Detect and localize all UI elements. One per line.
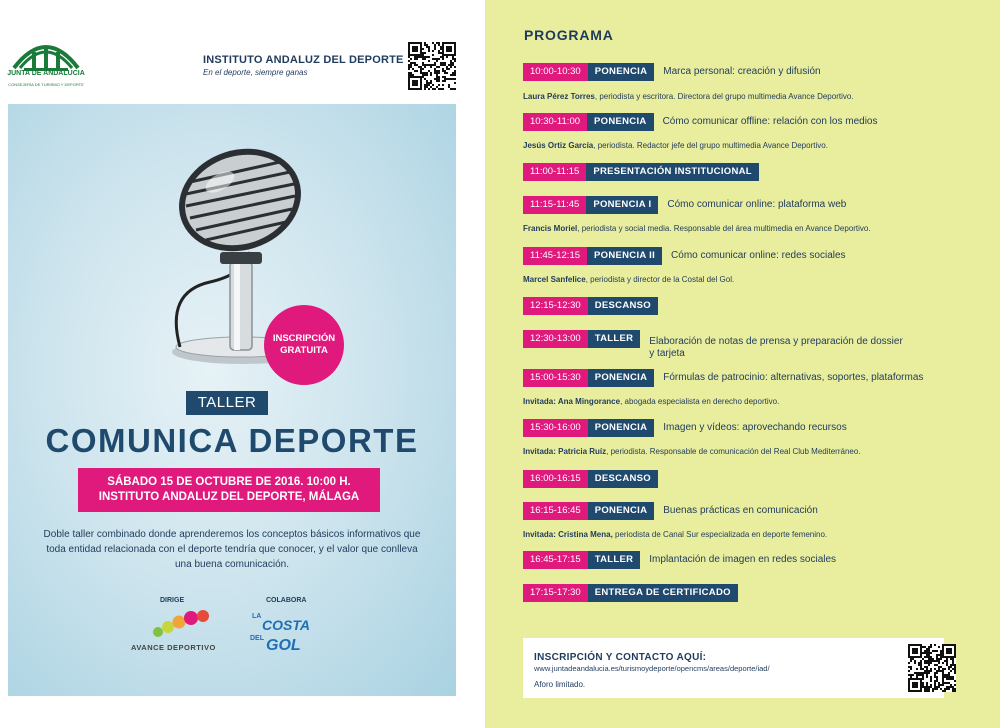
session-speaker (523, 92, 854, 101)
schedule-row (523, 369, 923, 387)
event-description: Doble taller combinado donde aprenderemos los conceptos básicos informativos que toda entidad relacionada con el deporte tendría que conocer, y el valor que conlleva una buena comunicación. (43, 529, 421, 570)
svg-text:COSTA: COSTA (262, 617, 310, 633)
session-speaker (523, 141, 828, 150)
schedule-row (523, 551, 836, 569)
session-speaker (523, 447, 861, 456)
free-registration-badge (264, 305, 344, 385)
avance-deportivo-logo-icon (150, 610, 212, 638)
speaker-name: Francis Moriel (523, 224, 578, 233)
speaker-name: Marcel Sanfelice (523, 275, 586, 284)
session-type: PONENCIA (587, 113, 654, 131)
schedule-row (523, 584, 738, 602)
session-topic: Elaboración de notas de prensa y preparación de dossier y tarjeta (649, 336, 903, 359)
programme-title: PROGRAMA (524, 27, 614, 43)
qr-code-icon[interactable] (408, 42, 456, 90)
schedule-row (523, 196, 846, 214)
schedule-row (523, 113, 877, 131)
speaker-name: Invitada: Patricia Ruíz (523, 447, 607, 456)
session-time: 12:30-13:00 (523, 330, 588, 348)
schedule-row (523, 63, 821, 81)
schedule-row (523, 163, 759, 181)
institute-slogan: En el deporte, siempre ganas (203, 68, 308, 77)
session-speaker (523, 530, 827, 539)
speaker-description: , periodista. Redactor jefe del grupo multimedia Avance Deportivo. (593, 141, 828, 150)
svg-text:LA: LA (252, 613, 262, 620)
schedule-row (523, 470, 658, 488)
programme-page (485, 0, 1000, 728)
schedule-row (523, 419, 847, 437)
event-title: COMUNICA DEPORTE (45, 422, 419, 459)
event-location: INSTITUTO ANDALUZ DEL DEPORTE, MÁLAGA (98, 491, 360, 503)
schedule-row (523, 330, 910, 359)
flyer-front (0, 0, 485, 728)
speaker-description: , periodista y social media. Responsable del área multimedia en Avance Deportivo. (577, 224, 871, 233)
session-time: 10:30-11:00 (523, 113, 587, 131)
session-type: ENTREGA DE CERTIFICADO (588, 584, 738, 602)
schedule-row (523, 502, 818, 520)
session-speaker (523, 397, 779, 406)
badge-line2: GRATUITA (280, 345, 328, 356)
session-time: 16:15-16:45 (523, 502, 588, 520)
speaker-description: , periodista. Responsable de comunicación del Real Club Mediterráneo. (606, 447, 861, 456)
event-date: SÁBADO 15 DE OCTUBRE DE 2016. 10:00 H. (107, 476, 351, 488)
schedule-row (523, 297, 658, 315)
session-type: TALLER (588, 330, 641, 348)
svg-text:DEL: DEL (250, 635, 264, 642)
logo-name: JUNTA DE ANDALUCIA (7, 70, 85, 77)
session-type: PONENCIA II (587, 247, 662, 265)
institute-name: INSTITUTO ANDALUZ DEL DEPORTE (203, 54, 404, 66)
dirige-label: DIRIGE (160, 597, 185, 604)
session-topic: Cómo comunicar online: redes sociales (671, 250, 846, 261)
session-type: PONENCIA (588, 369, 655, 387)
session-time: 10:00-10:30 (523, 63, 588, 81)
contact-title: INSCRIPCIÓN Y CONTACTO AQUÍ: (534, 652, 707, 663)
avance-deportivo-name: AVANCE DEPORTIVO (131, 643, 216, 652)
session-speaker (523, 275, 734, 284)
schedule-row (523, 247, 846, 265)
session-time: 16:45-17:15 (523, 551, 588, 569)
speaker-description: , abogada especialista en derecho deportivo. (620, 397, 780, 406)
session-time: 11:00-11:15 (523, 163, 586, 181)
session-type: PONENCIA I (586, 196, 658, 214)
session-time: 15:30-16:00 (523, 419, 588, 437)
speaker-name: Jesús Ortiz García (523, 141, 594, 150)
speaker-name: Invitada: Ana Mingorance (523, 397, 621, 406)
capacity-note: Aforo limitado. (534, 680, 586, 689)
session-time: 11:15-11:45 (523, 196, 586, 214)
speaker-description: , periodista y escritora. Directora del grupo multimedia Avance Deportivo. (594, 92, 854, 101)
speaker-name: Laura Pérez Torres (523, 92, 595, 101)
date-location-box (78, 468, 380, 512)
session-topic: Cómo comunicar online: plataforma web (667, 199, 847, 210)
contact-box (523, 638, 944, 698)
session-topic: Marca personal: creación y difusión (663, 66, 821, 77)
workshop-tag: TALLER (186, 391, 268, 415)
session-time: 17:15-17:30 (523, 584, 588, 602)
session-type: PONENCIA (588, 419, 655, 437)
session-topic: Cómo comunicar offline: relación con los medios (662, 116, 878, 127)
session-time: 15:00-15:30 (523, 369, 588, 387)
speaker-name: Invitada: Cristina Mena, (523, 530, 613, 539)
session-type: PONENCIA (588, 502, 655, 520)
speaker-description: periodista de Canal Sur especializada en deporte femenino. (612, 530, 828, 539)
session-topic: Buenas prácticas en comunicación (663, 505, 818, 516)
costa-del-gol-logo-icon (248, 608, 320, 654)
contact-url-link[interactable]: www.juntadeandalucia.es/turismoydeporte/opencms/areas/deporte/iad/ (534, 664, 770, 673)
junta-andalucia-logo (6, 28, 86, 90)
session-time: 16:00-16:15 (523, 470, 588, 488)
session-type: DESCANSO (588, 470, 658, 488)
session-type: PRESENTACIÓN INSTITUCIONAL (586, 163, 759, 181)
session-time: 11:45-12:15 (523, 247, 587, 265)
logo-subtitle: CONSEJERÍA DE TURISMO Y DEPORTE (8, 82, 84, 87)
speaker-description: , periodista y director de la Costal del Gol. (585, 275, 735, 284)
session-topic: Imagen y vídeos: aprovechando recursos (663, 422, 847, 433)
qr-code-icon[interactable] (908, 644, 956, 692)
session-time: 12:15-12:30 (523, 297, 588, 315)
session-type: DESCANSO (588, 297, 658, 315)
svg-text:GOL: GOL (266, 637, 301, 654)
session-type: TALLER (588, 551, 641, 569)
colabora-label: COLABORA (266, 597, 307, 604)
badge-line1: INSCRIPCIÓN (272, 333, 336, 344)
session-topic: Fórmulas de patrocinio: alternativas, soportes, plataformas (663, 372, 924, 383)
session-type: PONENCIA (588, 63, 655, 81)
session-speaker (523, 224, 871, 233)
session-topic: Implantación de imagen en redes sociales (649, 554, 837, 565)
